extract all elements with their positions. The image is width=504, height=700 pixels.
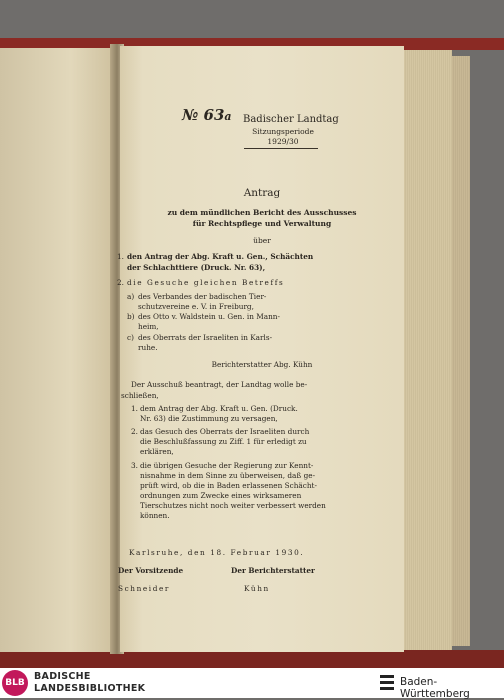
place-date: Karlsruhe, den 18. Februar 1930. <box>129 548 305 557</box>
document-number: № 63a <box>182 106 232 124</box>
sign-left-title: Der Vorsitzende <box>118 566 184 575</box>
res-3-line-4: ordnungen zum Zwecke eines wirksameren <box>140 491 302 500</box>
book-cover-bottom <box>0 650 504 668</box>
reporter-line: Berichterstatter Abg. Kühn <box>211 360 313 369</box>
item-2-number: 2. <box>117 278 124 287</box>
header-rule <box>244 148 318 149</box>
item-1-line-2: der Schlachttiere (Druck. Nr. 63), <box>127 263 266 272</box>
res-3-line-2: nisnahme in dem Sinne zu überweisen, daß ge- <box>140 471 316 480</box>
sub-a-label: a) <box>127 292 135 301</box>
item-1-number: 1. <box>117 252 124 261</box>
header-year: 1929/30 <box>267 137 299 146</box>
intro-line-2: schließen, <box>121 391 159 400</box>
page-edges <box>398 50 452 650</box>
sub-c-line-2: ruhe. <box>138 343 158 352</box>
header-period: Sitzungsperiode <box>252 127 314 136</box>
subtitle-line-1: zu dem mündlichen Bericht des Ausschusses <box>167 208 357 217</box>
footer-bar <box>0 668 504 698</box>
blb-logo[interactable] <box>2 670 28 696</box>
blb-logo-text: BLB <box>5 678 25 688</box>
res-1-line-1: dem Antrag der Abg. Kraft u. Gen. (Druck. <box>140 404 298 413</box>
library-name-line-2: LANDESBIBLIOTHEK <box>34 683 146 694</box>
sub-b-line-2: heim, <box>138 322 159 331</box>
sub-a-line-1: des Verbandes der badischen Tier- <box>138 292 267 301</box>
res-2-line-2: die Beschlußfassung zu Ziff. 1 für erledigt zu <box>140 437 307 446</box>
res-3-line-1: die übrigen Gesuche der Regierung zur Kennt- <box>140 461 314 470</box>
res-3-line-3: prüft wird, ob die in Baden erlassenen Schächt- <box>140 481 317 490</box>
library-name-line-1: BADISCHE <box>34 671 91 682</box>
sub-a-line-2: schutzvereine e. V. in Freiburg, <box>138 302 254 311</box>
sub-b-line-1: des Otto v. Waldstein u. Gen. in Mann- <box>138 312 280 321</box>
document-title: Antrag <box>243 187 281 199</box>
res-2-line-3: erklären, <box>140 447 174 456</box>
sub-c-label: c) <box>127 333 134 342</box>
sign-right-name: Kühn <box>244 584 270 593</box>
baden-wuerttemberg-text: Baden-Württemberg <box>400 676 470 700</box>
subtitle-line-2: für Rechtspflege und Verwaltung <box>192 219 332 228</box>
res-1-number: 1. <box>131 404 138 413</box>
res-3-line-5: Tierschutzes nicht noch weiter verbessert werden <box>140 501 326 510</box>
left-page <box>0 48 118 652</box>
res-2-number: 2. <box>131 427 138 436</box>
res-2-line-1: das Gesuch des Oberrats der Israeliten durch <box>140 427 310 436</box>
res-1-line-2: Nr. 63) die Zustimmung zu versagen, <box>140 414 278 423</box>
res-3-number: 3. <box>131 461 138 470</box>
sign-left-name: Schneider <box>118 584 171 593</box>
intro-line-1: Der Ausschuß beantragt, der Landtag wolle be- <box>131 380 308 389</box>
item-1-line-1: den Antrag der Abg. Kraft u. Gen., Schächten <box>127 252 314 261</box>
page-edges-back <box>452 56 470 646</box>
sub-b-label: b) <box>127 312 135 321</box>
header-landtag: Badischer Landtag <box>243 114 339 125</box>
sign-right-title: Der Berichterstatter <box>231 566 315 575</box>
res-3-line-6: können. <box>140 511 170 520</box>
item-2-text: die Gesuche gleichen Betreffs <box>127 278 285 287</box>
sub-c-line-1: des Oberrats der Israeliten in Karls- <box>138 333 273 342</box>
bw-coat-of-arms-icon <box>378 673 396 693</box>
ueber-label: über <box>253 236 271 245</box>
